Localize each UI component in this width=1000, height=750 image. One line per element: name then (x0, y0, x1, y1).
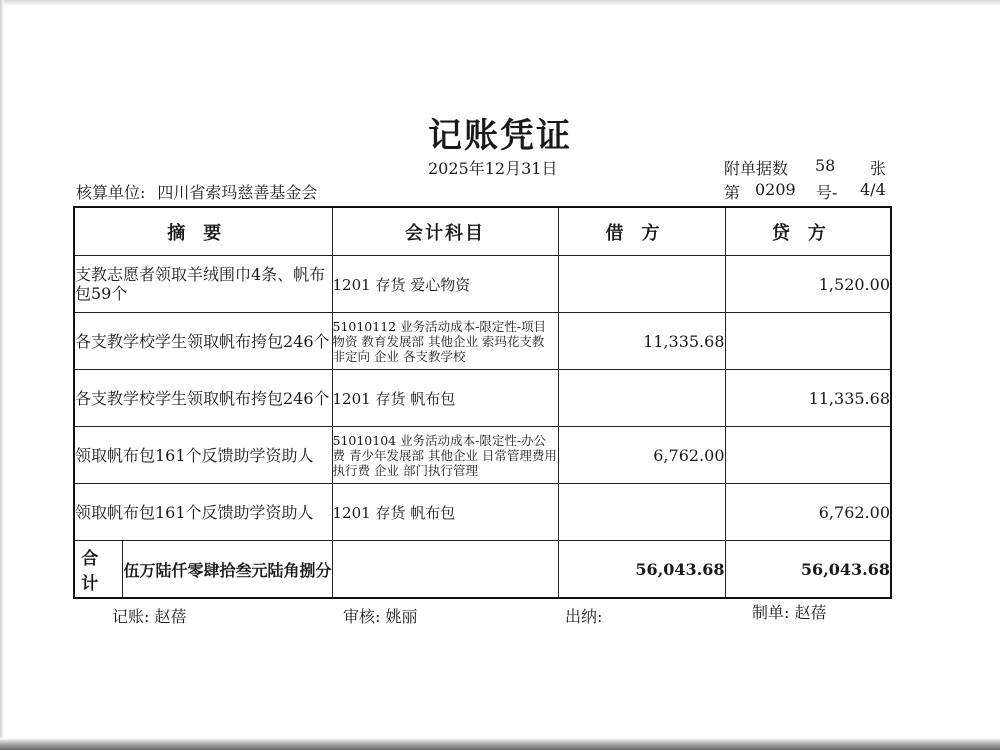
row-summary: 领取帆布包161个反馈助学资助人 (74, 484, 332, 541)
table-row (74, 370, 891, 427)
row-debit: 11,335.68 (558, 313, 725, 370)
attachments-label: 附单据数 (724, 159, 789, 178)
row-account: 51010112 业务活动成本-限定性-项目物资 教育发展部 其他企业 索玛花支教 非定向 企业 各支教学校 (332, 313, 558, 370)
total-credit: 56,043.68 (725, 541, 891, 599)
row-debit (558, 370, 725, 427)
row-summary: 各支教学校学生领取帆布挎包246个 (74, 313, 332, 370)
bookkeeper-signature: 记账: 赵蓓 (112, 607, 187, 626)
table-row (74, 427, 891, 484)
total-amount-words: 伍万陆仟零肆拾叁元陆角捌分 (123, 560, 332, 580)
voucher-title: 记账凭证 (428, 116, 572, 156)
row-credit: 6,762.00 (725, 484, 891, 541)
row-debit: 6,762.00 (558, 427, 725, 484)
voucher-date: 2025年12月31日 (428, 159, 558, 178)
row-credit (725, 313, 891, 370)
total-label: 合计 (75, 541, 123, 597)
voucher-no-suffix: 号- (816, 183, 838, 202)
attachments-unit: 张 (870, 159, 887, 178)
total-split (75, 541, 332, 597)
preparer-signature: 制单: 赵蓓 (752, 603, 827, 622)
voucher-no-page: 4/4 (860, 180, 886, 199)
row-account: 1201 存货 帆布包 (332, 484, 558, 541)
cashier-signature: 出纳: (565, 607, 603, 626)
total-account-blank (332, 541, 558, 599)
table-row (74, 484, 891, 541)
row-debit (558, 484, 725, 541)
accounting-unit (76, 180, 329, 203)
row-summary: 领取帆布包161个反馈助学资助人 (74, 427, 332, 484)
total-debit: 56,043.68 (558, 541, 725, 599)
row-credit: 11,335.68 (725, 370, 891, 427)
accounting-unit-label: 核算单位: (76, 183, 146, 202)
table-row (74, 313, 891, 370)
header-account: 会计科目 (332, 207, 558, 256)
header-summary: 摘要 (74, 207, 332, 256)
row-summary: 支教志愿者领取羊绒围巾4条、帆布包59个 (74, 256, 332, 313)
row-account: 1201 存货 爱心物资 (332, 256, 558, 313)
total-row (74, 541, 891, 599)
attachments-count: 58 (815, 156, 836, 175)
row-summary: 各支教学校学生领取帆布挎包246个 (74, 370, 332, 427)
row-credit: 1,520.00 (725, 256, 891, 313)
row-debit (558, 256, 725, 313)
header-credit: 贷方 (725, 207, 891, 256)
row-credit (725, 427, 891, 484)
voucher-no-prefix: 第 (724, 183, 741, 202)
scan-edge-top (0, 0, 1000, 6)
reviewer-signature: 审核: 姚丽 (343, 607, 418, 626)
scan-edge-bottom (0, 738, 1000, 750)
total-summary-cell (74, 541, 332, 599)
table-row (74, 256, 891, 313)
row-account: 1201 存货 帆布包 (332, 370, 558, 427)
voucher-no-number: 0209 (755, 180, 796, 199)
voucher-table (73, 206, 892, 599)
header-debit: 借方 (558, 207, 725, 256)
accounting-unit-name: 四川省索玛慈善基金会 (157, 183, 318, 202)
row-account: 51010104 业务活动成本-限定性-办公费 青少年发展部 其他企业 日常管理费用 执行费 企业 部门执行管理 (332, 427, 558, 484)
table-header-row (74, 207, 891, 256)
